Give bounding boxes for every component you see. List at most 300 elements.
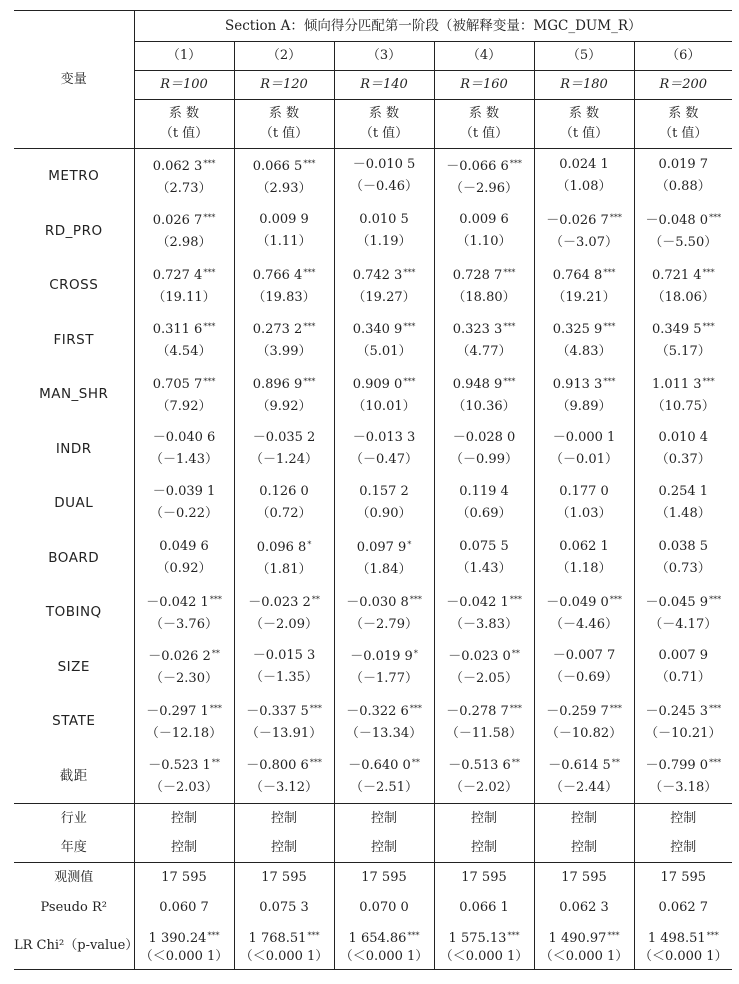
coef-value: －0.010 5 <box>352 157 416 173</box>
pseudo-r2-value: 0.060 7 <box>134 893 234 923</box>
coef-value: 0.349 5*** <box>651 322 715 338</box>
t-value: （－2.05） <box>450 671 518 687</box>
coef-label: 系 数 <box>268 106 300 121</box>
coef-cell <box>134 258 234 313</box>
coef-cell <box>534 367 634 422</box>
coef-value: －0.035 2 <box>252 429 316 445</box>
variable-name: MAN_SHR <box>39 386 109 403</box>
t-value: （1.81） <box>256 562 312 578</box>
t-value: （5.17） <box>655 344 711 360</box>
r-value: R＝160 <box>434 71 534 100</box>
coef-cell <box>434 149 534 204</box>
coef-cell <box>334 204 434 259</box>
variable-name: CROSS <box>49 277 99 294</box>
table-row <box>14 476 732 531</box>
t-value: （－3.83） <box>450 616 518 632</box>
t-value: （－0.99） <box>450 451 518 467</box>
coef-label: 系 数 <box>568 106 600 121</box>
t-value: （－1.35） <box>250 669 318 685</box>
coef-value: －0.039 1 <box>152 484 216 500</box>
coef-value: 0.727 4*** <box>152 267 216 283</box>
table-row <box>14 149 732 204</box>
coef-header <box>634 100 732 149</box>
coef-cell <box>534 476 634 531</box>
model-number: （6） <box>634 42 732 71</box>
r-value: R＝140 <box>334 71 434 100</box>
coef-value: 0.340 9*** <box>352 322 416 338</box>
significance-stars: *** <box>203 213 216 223</box>
coef-cell <box>634 422 732 477</box>
p-value: （＜0.000 1） <box>539 948 629 964</box>
coef-value: －0.015 3 <box>252 647 316 663</box>
coef-value: 0.948 9*** <box>452 376 516 392</box>
table-row <box>14 531 732 586</box>
t-value: （0.72） <box>256 506 312 522</box>
coef-value: 0.062 3*** <box>152 158 216 174</box>
coef-value: －0.023 0** <box>448 649 520 665</box>
significance-stars: *** <box>603 376 616 386</box>
coef-cell <box>434 422 534 477</box>
coef-value: 0.038 5 <box>658 538 709 554</box>
significance-stars: *** <box>603 267 616 277</box>
significance-stars: *** <box>409 703 422 713</box>
coef-header <box>334 100 434 149</box>
regression-table <box>14 10 732 970</box>
coef-cell <box>634 367 732 422</box>
coef-value: 0.273 2*** <box>252 322 316 338</box>
r-value: R＝100 <box>134 71 234 100</box>
t-value: （10.75） <box>651 398 715 414</box>
coef-value: 0.010 5 <box>359 211 409 227</box>
coef-cell <box>334 258 434 313</box>
coef-cell <box>434 204 534 259</box>
model-number: （3） <box>334 42 434 71</box>
coef-cell <box>134 585 234 640</box>
coef-cell <box>434 585 534 640</box>
coef-value: －0.042 1*** <box>446 594 522 610</box>
p-value: （＜0.000 1） <box>439 948 529 964</box>
coef-cell <box>534 422 634 477</box>
significance-stars: *** <box>503 376 516 386</box>
t-value: （－4.46） <box>550 616 618 632</box>
control-value: 控制 <box>334 833 434 863</box>
t-value: （－10.82） <box>545 725 623 741</box>
significance-stars: *** <box>309 703 322 713</box>
p-value: （＜0.000 1） <box>638 948 728 964</box>
significance-stars: ** <box>311 594 320 604</box>
significance-stars: ** <box>211 649 220 659</box>
coef-cell <box>534 640 634 695</box>
coef-value: －0.019 9* <box>350 649 418 665</box>
coef-value: 0.896 9*** <box>252 376 316 392</box>
t-value: （0.69） <box>456 506 512 522</box>
coef-cell <box>234 313 334 368</box>
coef-label: 系 数 <box>668 106 699 121</box>
t-value: （－13.34） <box>345 725 423 741</box>
t-value: （4.77） <box>456 344 512 360</box>
t-value: （2.98） <box>156 235 212 251</box>
t-value: （－13.91） <box>245 725 323 741</box>
coef-header <box>534 100 634 149</box>
obs-value: 17 595 <box>434 863 534 894</box>
coef-cell <box>534 694 634 749</box>
t-value: （19.27） <box>352 289 416 305</box>
t-value: （5.01） <box>356 344 412 360</box>
variable-name: TOBINQ <box>45 604 102 621</box>
coef-header <box>234 100 334 149</box>
t-value: （－2.03） <box>150 780 218 796</box>
pseudo-r2-value: 0.070 0 <box>334 893 434 923</box>
model-number: （5） <box>534 42 634 71</box>
obs-value: 17 595 <box>234 863 334 894</box>
pseudo-r2-row <box>14 893 732 923</box>
coef-value: －0.049 0*** <box>546 594 622 610</box>
t-value: （－1.77） <box>350 671 418 687</box>
coef-value: 0.323 3*** <box>452 322 516 338</box>
coef-value: 0.721 4*** <box>651 267 715 283</box>
significance-stars: *** <box>509 158 522 168</box>
coef-cell <box>134 313 234 368</box>
significance-stars: *** <box>603 322 616 332</box>
control-value: 控制 <box>634 804 732 834</box>
coef-value: 0.742 3*** <box>352 267 416 283</box>
coef-cell <box>334 367 434 422</box>
significance-stars: ** <box>511 649 520 659</box>
coef-value: 0.007 9 <box>658 647 709 663</box>
table-row <box>14 204 732 259</box>
t-value: （－2.30） <box>150 671 218 687</box>
variable-name: METRO <box>48 168 100 185</box>
lr-chi2-cell <box>534 923 634 970</box>
coef-value: 0.177 0 <box>559 484 609 500</box>
significance-stars: *** <box>303 158 316 168</box>
coef-value: －0.523 1** <box>148 758 220 774</box>
t-value: （0.90） <box>356 506 412 522</box>
obs-value: 17 595 <box>634 863 732 894</box>
coef-value: －0.066 6*** <box>446 158 522 174</box>
coef-value: －0.030 8*** <box>346 594 422 610</box>
coef-value: 0.311 6*** <box>152 322 216 338</box>
t-value: （－5.50） <box>649 235 718 251</box>
coef-value: 0.254 1 <box>658 484 709 500</box>
coef-value: 0.119 4 <box>459 484 509 500</box>
coef-value: 0.026 7*** <box>152 213 216 229</box>
coef-value: －0.045 9*** <box>645 594 722 610</box>
obs-value: 17 595 <box>334 863 434 894</box>
t-value: （－2.79） <box>350 616 418 632</box>
significance-stars: ** <box>611 758 620 768</box>
significance-stars: *** <box>303 376 316 386</box>
significance-stars: *** <box>403 267 416 277</box>
control-value: 控制 <box>134 804 234 834</box>
t-value: （7.92） <box>156 398 212 414</box>
coef-cell <box>134 476 234 531</box>
coef-cell <box>534 749 634 804</box>
model-number: （4） <box>434 42 534 71</box>
t-value: （－10.21） <box>645 725 722 741</box>
coef-value: －0.028 0 <box>452 429 516 445</box>
coef-cell <box>634 585 732 640</box>
coef-value: 0.010 4 <box>658 429 709 445</box>
control-row <box>14 804 732 834</box>
variable-name: DUAL <box>54 495 94 512</box>
coef-cell <box>634 313 732 368</box>
lr-chi2-cell <box>234 923 334 970</box>
lr-chi2-cell <box>134 923 234 970</box>
significance-stars: *** <box>503 322 516 332</box>
t-value: （19.21） <box>552 289 616 305</box>
control-value: 控制 <box>534 804 634 834</box>
coef-cell <box>634 258 732 313</box>
table-row <box>14 313 732 368</box>
coef-cell <box>434 749 534 804</box>
pseudo-r2-value: 0.066 1 <box>434 893 534 923</box>
coef-value: －0.513 6** <box>448 758 520 774</box>
significance-stars: *** <box>709 213 722 223</box>
significance-stars: ** <box>511 758 520 768</box>
coef-cell <box>234 149 334 204</box>
coef-cell <box>534 585 634 640</box>
coef-value: 0.705 7*** <box>152 376 216 392</box>
t-value: （1.48） <box>655 506 711 522</box>
t-value: （－4.17） <box>649 616 718 632</box>
coef-value: 0.097 9* <box>356 540 412 556</box>
significance-stars: * <box>307 540 312 550</box>
coef-cell <box>134 149 234 204</box>
significance-stars: *** <box>309 758 322 768</box>
control-value: 控制 <box>334 804 434 834</box>
lr-chi2-value: 1 575.13*** <box>448 930 520 946</box>
coef-cell <box>634 531 732 586</box>
r-value: R＝180 <box>534 71 634 100</box>
significance-stars: *** <box>209 703 222 713</box>
t-value: （－2.96） <box>450 180 518 196</box>
coef-value: 0.157 2 <box>359 484 409 500</box>
t-value: （4.83） <box>556 344 612 360</box>
coef-header <box>434 100 534 149</box>
control-value: 控制 <box>134 833 234 863</box>
lr-chi2-label: LR Chi²（p-value） <box>14 938 139 953</box>
r-value: R＝120 <box>234 71 334 100</box>
p-value: （＜0.000 1） <box>339 948 429 964</box>
t-value: （2.73） <box>156 180 212 196</box>
t-value: （－0.47） <box>350 451 418 467</box>
coef-value: －0.000 1 <box>552 429 616 445</box>
t-value: （－0.22） <box>150 506 218 522</box>
variable-name: STATE <box>52 713 96 730</box>
t-value: （－11.58） <box>445 725 523 741</box>
coef-value: －0.026 7*** <box>546 213 622 229</box>
pseudo-r2-value: 0.062 7 <box>634 893 732 923</box>
coef-value: －0.007 7 <box>552 647 616 663</box>
t-value: （－2.09） <box>250 616 318 632</box>
section-title: Section A：倾向得分匹配第一阶段（被解释变量：MGC_DUM_R） <box>134 11 732 42</box>
t-value: （0.92） <box>156 560 212 576</box>
coef-cell <box>434 640 534 695</box>
t-value: （1.43） <box>456 560 512 576</box>
coef-header <box>134 100 234 149</box>
significance-stars: *** <box>403 376 416 386</box>
tval-label: （t 值） <box>159 126 209 141</box>
t-value: （18.06） <box>651 289 715 305</box>
control-name: 年度 <box>60 839 87 855</box>
significance-stars: *** <box>507 930 520 940</box>
coef-value: 0.066 5*** <box>252 158 316 174</box>
coef-value: 0.049 6 <box>159 538 209 554</box>
coef-cell <box>234 531 334 586</box>
coef-value: －0.799 0*** <box>645 758 722 774</box>
coef-cell <box>234 422 334 477</box>
t-value: （2.93） <box>256 180 312 196</box>
t-value: （19.11） <box>152 289 216 305</box>
coef-cell <box>234 367 334 422</box>
coef-cell <box>434 367 534 422</box>
control-name: 行业 <box>60 810 87 826</box>
coef-cell <box>434 258 534 313</box>
t-value: （10.36） <box>452 398 516 414</box>
significance-stars: *** <box>609 594 622 604</box>
lr-chi2-value: 1 768.51*** <box>248 930 320 946</box>
significance-stars: *** <box>407 930 420 940</box>
table-row <box>14 422 732 477</box>
lr-chi2-value: 1 490.97*** <box>548 930 620 946</box>
tval-label: （t 值） <box>659 126 708 141</box>
coef-cell <box>634 149 732 204</box>
coef-cell <box>234 694 334 749</box>
coef-value: －0.614 5** <box>548 758 620 774</box>
t-value: （－0.69） <box>550 669 618 685</box>
coef-value: 0.062 1 <box>559 538 609 554</box>
t-value: （－1.24） <box>250 451 318 467</box>
t-value: （0.71） <box>655 669 711 685</box>
obs-value: 17 595 <box>134 863 234 894</box>
significance-stars: *** <box>303 322 316 332</box>
coef-cell <box>334 422 434 477</box>
coef-value: －0.013 3 <box>352 429 416 445</box>
coef-value: －0.297 1*** <box>146 703 222 719</box>
coef-value: －0.023 2** <box>248 594 320 610</box>
coef-cell <box>634 694 732 749</box>
t-value: （－2.44） <box>550 780 618 796</box>
t-value: （9.92） <box>256 398 312 414</box>
p-value: （＜0.000 1） <box>239 948 329 964</box>
coef-value: 0.766 4*** <box>252 267 316 283</box>
significance-stars: *** <box>709 703 722 713</box>
significance-stars: *** <box>702 267 715 277</box>
coef-value: 0.009 9 <box>259 211 309 227</box>
t-value: （－3.12） <box>250 780 318 796</box>
significance-stars: *** <box>403 322 416 332</box>
significance-stars: *** <box>207 930 220 940</box>
coef-cell <box>334 585 434 640</box>
pseudo-r2-value: 0.075 3 <box>234 893 334 923</box>
significance-stars: *** <box>409 594 422 604</box>
t-value: （1.03） <box>556 506 612 522</box>
significance-stars: *** <box>509 594 522 604</box>
t-value: （10.01） <box>352 398 416 414</box>
coef-value: 0.024 1 <box>559 157 609 173</box>
t-value: （1.18） <box>556 560 612 576</box>
significance-stars: ** <box>411 758 420 768</box>
coef-cell <box>434 531 534 586</box>
coef-cell <box>534 149 634 204</box>
control-value: 控制 <box>534 833 634 863</box>
variable-header: 变量 <box>60 71 87 87</box>
t-value: （1.10） <box>456 233 512 249</box>
lr-chi2-value: 1 654.86*** <box>348 930 420 946</box>
variable-name: BOARD <box>48 549 100 566</box>
coef-value: 0.913 3*** <box>552 376 616 392</box>
r-value: R＝200 <box>634 71 732 100</box>
t-value: （－2.51） <box>350 780 418 796</box>
lr-chi2-value: 1 498.51*** <box>647 930 719 946</box>
significance-stars: * <box>413 649 418 659</box>
significance-stars: *** <box>607 930 620 940</box>
pseudo-r2-label: Pseudo R² <box>40 900 107 915</box>
t-value: （0.73） <box>655 560 711 576</box>
t-value: （1.19） <box>356 233 412 249</box>
variable-name: SIZE <box>57 658 90 675</box>
significance-stars: *** <box>303 267 316 277</box>
coef-value: －0.040 6 <box>152 429 216 445</box>
coef-cell <box>234 476 334 531</box>
lr-chi2-value: 1 390.24*** <box>148 930 220 946</box>
table-row <box>14 367 732 422</box>
obs-label: 观测值 <box>54 870 94 885</box>
significance-stars: ** <box>211 758 220 768</box>
coef-cell <box>534 258 634 313</box>
tval-label: （t 值） <box>359 126 409 141</box>
significance-stars: *** <box>203 322 216 332</box>
t-value: （－0.01） <box>550 451 618 467</box>
coef-value: 0.325 9*** <box>552 322 616 338</box>
t-value: （－0.46） <box>350 179 418 195</box>
t-value: （－1.43） <box>150 451 218 467</box>
coef-label: 系 数 <box>368 106 400 121</box>
significance-stars: *** <box>709 758 722 768</box>
coef-value: 0.126 0 <box>259 484 309 500</box>
coef-cell <box>434 476 534 531</box>
coef-label: 系 数 <box>468 106 500 121</box>
control-row <box>14 833 732 863</box>
coef-cell <box>334 749 434 804</box>
significance-stars: *** <box>503 267 516 277</box>
significance-stars: *** <box>709 594 722 604</box>
coef-cell <box>134 422 234 477</box>
significance-stars: *** <box>203 158 216 168</box>
lr-chi2-cell <box>334 923 434 970</box>
t-value: （1.84） <box>356 562 412 578</box>
coef-cell <box>234 585 334 640</box>
coef-value: －0.278 7*** <box>446 703 522 719</box>
coef-value: －0.640 0** <box>348 758 420 774</box>
pseudo-r2-value: 0.062 3 <box>534 893 634 923</box>
significance-stars: *** <box>509 703 522 713</box>
significance-stars: *** <box>307 930 320 940</box>
variable-name: FIRST <box>53 331 94 348</box>
variable-name: INDR <box>55 440 92 457</box>
coef-cell <box>134 749 234 804</box>
t-value: （－3.07） <box>550 235 618 251</box>
model-number: （2） <box>234 42 334 71</box>
coef-value: －0.259 7*** <box>546 703 622 719</box>
model-number: （1） <box>134 42 234 71</box>
coef-cell <box>334 149 434 204</box>
coef-value: －0.800 6*** <box>246 758 322 774</box>
coef-cell <box>234 749 334 804</box>
t-value: （－2.02） <box>450 780 518 796</box>
variable-name: 截距 <box>59 767 88 784</box>
